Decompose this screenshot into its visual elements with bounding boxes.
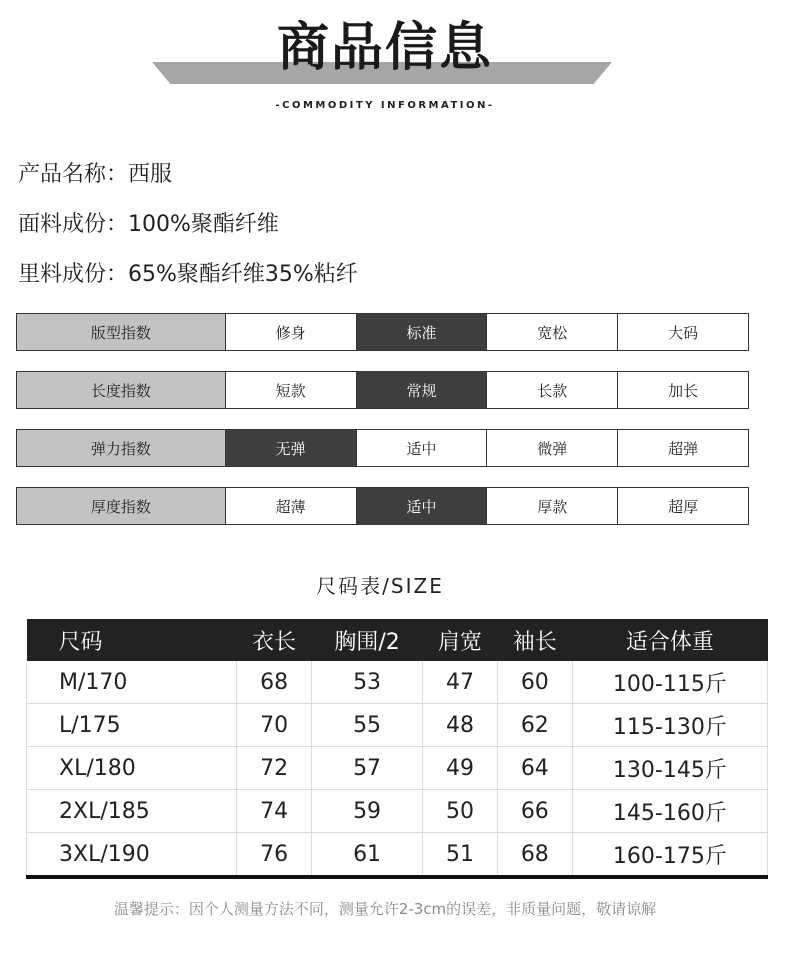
- index-option: 宽松: [486, 314, 617, 350]
- table-cell: L/175: [27, 704, 237, 747]
- table-cell: 70: [237, 704, 312, 747]
- index-label: 长度指数: [17, 372, 225, 408]
- index-option: 厚款: [486, 488, 617, 524]
- table-cell: 145-160斤: [572, 790, 767, 833]
- index-option-selected: 标准: [356, 314, 487, 350]
- index-option: 超薄: [225, 488, 356, 524]
- table-row: [27, 661, 768, 704]
- product-name-line: 产品名称：西服: [18, 162, 173, 187]
- size-note: 温馨提示：因个人测量方法不同，测量允许2-3cm的误差，非质量问题，敬请谅解: [113, 900, 657, 918]
- table-cell: 61: [312, 833, 423, 878]
- index-option: 短款: [225, 372, 356, 408]
- table-cell: 160-175斤: [572, 833, 767, 878]
- header: [0, 0, 790, 120]
- index-option: 加长: [617, 372, 748, 408]
- table-cell: 49: [423, 747, 498, 790]
- index-option: 超弹: [617, 430, 748, 466]
- table-cell: 68: [237, 661, 312, 704]
- size-chart-header-cell: 适合体重: [572, 619, 767, 661]
- size-chart-header-row: [27, 619, 768, 661]
- table-cell: M/170: [27, 661, 237, 704]
- table-cell: 2XL/185: [27, 790, 237, 833]
- table-cell: 50: [423, 790, 498, 833]
- index-label: 厚度指数: [17, 488, 225, 524]
- table-row: [27, 790, 768, 833]
- size-chart-header-cell: 袖长: [497, 619, 572, 661]
- index-row: [16, 313, 749, 351]
- index-row: [16, 371, 749, 409]
- table-cell: 59: [312, 790, 423, 833]
- table-cell: 76: [237, 833, 312, 878]
- table-cell: 3XL/190: [27, 833, 237, 878]
- size-chart-body: [27, 661, 768, 877]
- size-chart-table: [26, 619, 768, 879]
- table-cell: 100-115斤: [572, 661, 767, 704]
- table-row: [27, 747, 768, 790]
- fabric-composition-line: 面料成份：100%聚酯纤维: [18, 212, 279, 237]
- index-option: 微弹: [486, 430, 617, 466]
- table-cell: XL/180: [27, 747, 237, 790]
- page-subtitle: -COMMODITY INFORMATION-: [275, 100, 495, 111]
- table-cell: 55: [312, 704, 423, 747]
- table-cell: 51: [423, 833, 498, 878]
- index-option: 修身: [225, 314, 356, 350]
- table-cell: 64: [497, 747, 572, 790]
- index-option-selected: 适中: [356, 488, 487, 524]
- index-option: 超厚: [617, 488, 748, 524]
- index-option: 适中: [356, 430, 487, 466]
- table-cell: 68: [497, 833, 572, 878]
- size-chart-title: 尺码表/SIZE: [316, 574, 444, 598]
- index-table: [16, 313, 749, 545]
- index-option-selected: 常规: [356, 372, 487, 408]
- size-chart-header-cell: 肩宽: [423, 619, 498, 661]
- lining-composition-line: 里料成份：65%聚酯纤维35%粘纤: [18, 262, 358, 287]
- index-row: [16, 487, 749, 525]
- index-row: [16, 429, 749, 467]
- table-cell: 60: [497, 661, 572, 704]
- table-cell: 53: [312, 661, 423, 704]
- table-cell: 62: [497, 704, 572, 747]
- table-cell: 74: [237, 790, 312, 833]
- index-option: 长款: [486, 372, 617, 408]
- table-cell: 48: [423, 704, 498, 747]
- table-cell: 115-130斤: [572, 704, 767, 747]
- table-cell: 47: [423, 661, 498, 704]
- index-label: 版型指数: [17, 314, 225, 350]
- size-chart-header-cell: 衣长: [237, 619, 312, 661]
- page-title: 商品信息: [276, 18, 493, 78]
- size-chart-header-cell: 尺码: [27, 619, 237, 661]
- product-info: [18, 150, 358, 300]
- table-cell: 72: [237, 747, 312, 790]
- table-cell: 130-145斤: [572, 747, 767, 790]
- index-option-selected: 无弹: [225, 430, 356, 466]
- table-cell: 57: [312, 747, 423, 790]
- table-cell: 66: [497, 790, 572, 833]
- index-label: 弹力指数: [17, 430, 225, 466]
- size-chart-header-cell: 胸围/2: [312, 619, 423, 661]
- table-row: [27, 833, 768, 878]
- table-row: [27, 704, 768, 747]
- index-option: 大码: [617, 314, 748, 350]
